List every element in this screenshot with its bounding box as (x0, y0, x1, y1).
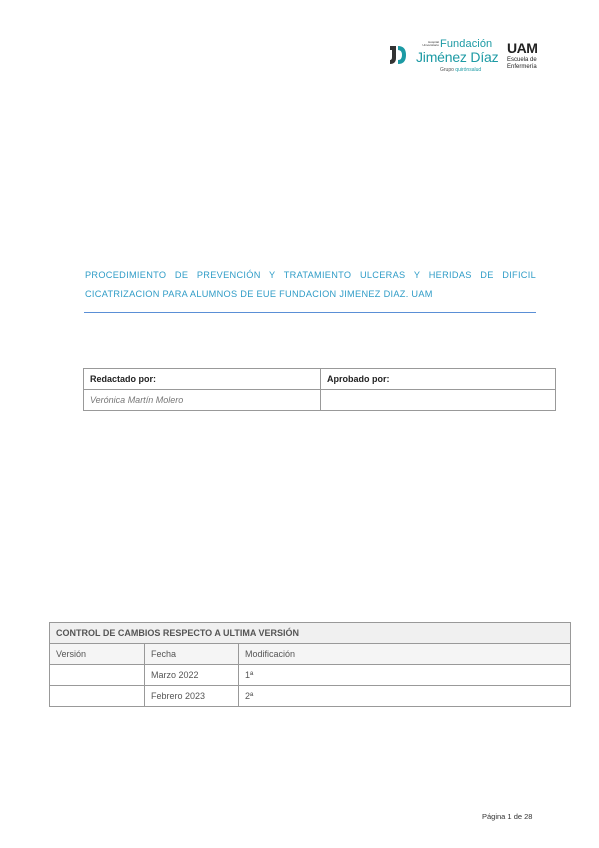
uam-subtitle-line2: Enfermería (507, 63, 537, 70)
table-row (50, 686, 571, 707)
redactado-value: Verónica Martín Molero (84, 390, 321, 411)
change-control-title: CONTROL DE CAMBIOS RESPECTO A ULTIMA VERSIÓN (50, 623, 571, 644)
fjd-group-prefix: Grupo (440, 67, 454, 73)
document-title (85, 266, 536, 304)
fjd-line1: Fundación (440, 38, 493, 50)
redactado-label: Redactado por: (84, 369, 321, 390)
cell-version (50, 665, 145, 686)
aprobado-value (321, 390, 556, 411)
page-number: Página 1 de 28 (482, 812, 533, 821)
uam-subtitle-line1: Escuela de (507, 57, 537, 63)
title-line1: PROCEDIMIENTO DE PREVENCIÓN Y TRATAMIENTO ULCERAS Y HERIDAS DE DIFICIL (85, 270, 536, 280)
fjd-group-brand: quirónsalud (455, 67, 482, 73)
aprobado-label: Aprobado por: (321, 369, 556, 390)
fjd-mark-icon (388, 44, 406, 66)
fjd-small-text: Hospital Universitario (422, 40, 439, 47)
table-section-header (50, 623, 571, 644)
cell-modification: 1ª (239, 665, 571, 686)
title-line2: CICATRIZACION PARA ALUMNOS DE EUE FUNDACION JIMENEZ DIAZ. UAM (85, 289, 433, 299)
cell-version (50, 686, 145, 707)
title-divider (84, 312, 536, 313)
column-header-modification: Modificación (239, 644, 571, 665)
table-row (84, 390, 556, 411)
column-header-date: Fecha (145, 644, 239, 665)
cell-date: Febrero 2023 (145, 686, 239, 707)
uam-wordmark: UAM (507, 40, 538, 56)
table-row (84, 369, 556, 390)
cell-modification: 2ª (239, 686, 571, 707)
fjd-line2: Jiménez Díaz (416, 49, 499, 65)
change-control-table (49, 622, 571, 707)
uam-logo (506, 40, 546, 80)
table-header-row (50, 644, 571, 665)
uam-subtitle (507, 57, 537, 70)
signature-table (83, 368, 556, 411)
fjd-line3 (440, 67, 481, 73)
column-header-version: Versión (50, 644, 145, 665)
fundacion-jimenez-diaz-logo (388, 38, 498, 78)
cell-date: Marzo 2022 (145, 665, 239, 686)
table-row (50, 665, 571, 686)
